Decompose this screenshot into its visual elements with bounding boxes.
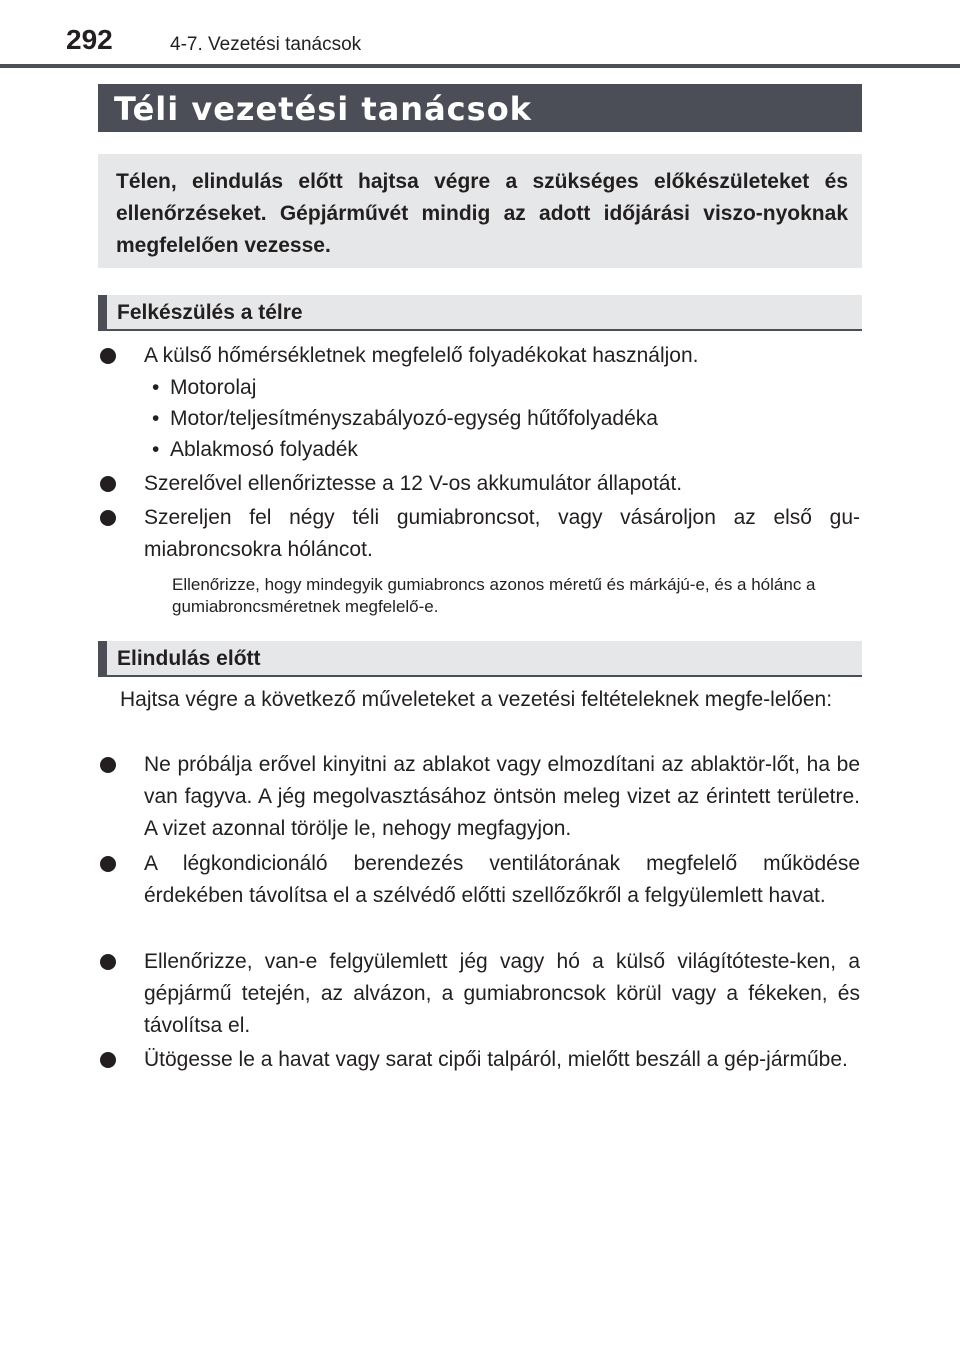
bullet-icon <box>100 954 116 970</box>
bullet-icon <box>100 757 116 773</box>
section-heading-preparation <box>98 295 862 331</box>
bullet-icon <box>100 510 116 526</box>
list-item-text: A légkondicionáló berendezés ventilátorának megfelelő működése érdekében távolítsa el a szélvédő előtti szellőzőkről a felgyülemlett havat. <box>144 852 860 907</box>
list-item-text: Szereljen fel négy téli gumiabroncsot, vagy vásároljon az első gu-miabroncsokra hóláncot. <box>144 506 860 561</box>
section-intro: Hajtsa végre a következő műveleteket a vezetési feltételeknek megfe-lelően: <box>120 688 833 711</box>
sub-list-item <box>152 372 256 403</box>
list-item <box>100 749 860 845</box>
chapter-title: 4-7. Vezetési tanácsok <box>170 34 362 55</box>
section-heading-before-start <box>98 641 862 677</box>
list-item <box>100 502 860 566</box>
list-item <box>100 340 860 372</box>
list-item <box>100 1044 860 1076</box>
list-item <box>100 468 860 500</box>
page-title: Téli vezetési tanácsok <box>114 90 532 128</box>
list-item-text: Ütögesse le a havat vagy sarat cipői talpáról, mielőtt beszáll a gép-járműbe. <box>144 1048 848 1071</box>
section-heading-text: Elindulás előtt <box>117 647 261 670</box>
bullet-icon <box>100 476 116 492</box>
sub-list-item <box>152 403 658 434</box>
sub-list-item-text: Ablakmosó folyadék <box>170 438 358 461</box>
sub-bullet-icon: • <box>152 376 160 399</box>
sub-bullet-icon: • <box>152 438 160 461</box>
list-item-text: Szerelővel ellenőriztesse a 12 V-os akkumulátor állapotát. <box>144 472 683 495</box>
page-header <box>0 0 960 68</box>
header-divider <box>0 64 960 68</box>
page-number: 292 <box>66 24 113 55</box>
list-item-text: A külső hőmérsékletnek megfelelő folyadékokat használjon. <box>144 344 699 367</box>
sub-list-item <box>152 434 358 465</box>
list-item <box>100 848 860 912</box>
page-title-bar <box>98 84 862 132</box>
sub-list-item-text: Motor/teljesítményszabályozó-egység hűtőfolyadéka <box>170 407 658 430</box>
list-item <box>100 946 860 1042</box>
note-text: Ellenőrizze, hogy mindegyik gumiabroncs azonos méretű és márkájú-e, és a hólánc a gumiabroncsméretnek megfelelő-e. <box>172 575 816 616</box>
list-item-text: Ellenőrizze, van-e felgyülemlett jég vagy hó a külső világítóteste-ken, a gépjármű tetején, az alvázon, a gumiabroncsok körül vagy a fékeken, és távolítsa el. <box>144 950 860 1037</box>
bullet-icon <box>100 348 116 364</box>
sub-list-item-text: Motorolaj <box>170 376 257 399</box>
bullet-icon <box>100 1052 116 1068</box>
bullet-icon <box>100 856 116 872</box>
intro-text: Télen, elindulás előtt hajtsa végre a szükséges előkészületeket és ellenőrzéseket. Gépjárművét mindig az adott időjárási viszo-nyoknak megfelelően vezesse. <box>116 170 848 257</box>
section-heading-text: Felkészülés a télre <box>117 301 303 324</box>
sub-bullet-icon: • <box>152 407 160 430</box>
intro-box <box>98 154 862 268</box>
list-item-text: Ne próbálja erővel kinyitni az ablakot vagy elmozdítani az ablaktör-lőt, ha be van fagyva. A jég megolvasztásához öntsön meleg vizet az érintett területre. A vizet azonnal törölje le, nehogy megfagyjon. <box>144 753 860 840</box>
